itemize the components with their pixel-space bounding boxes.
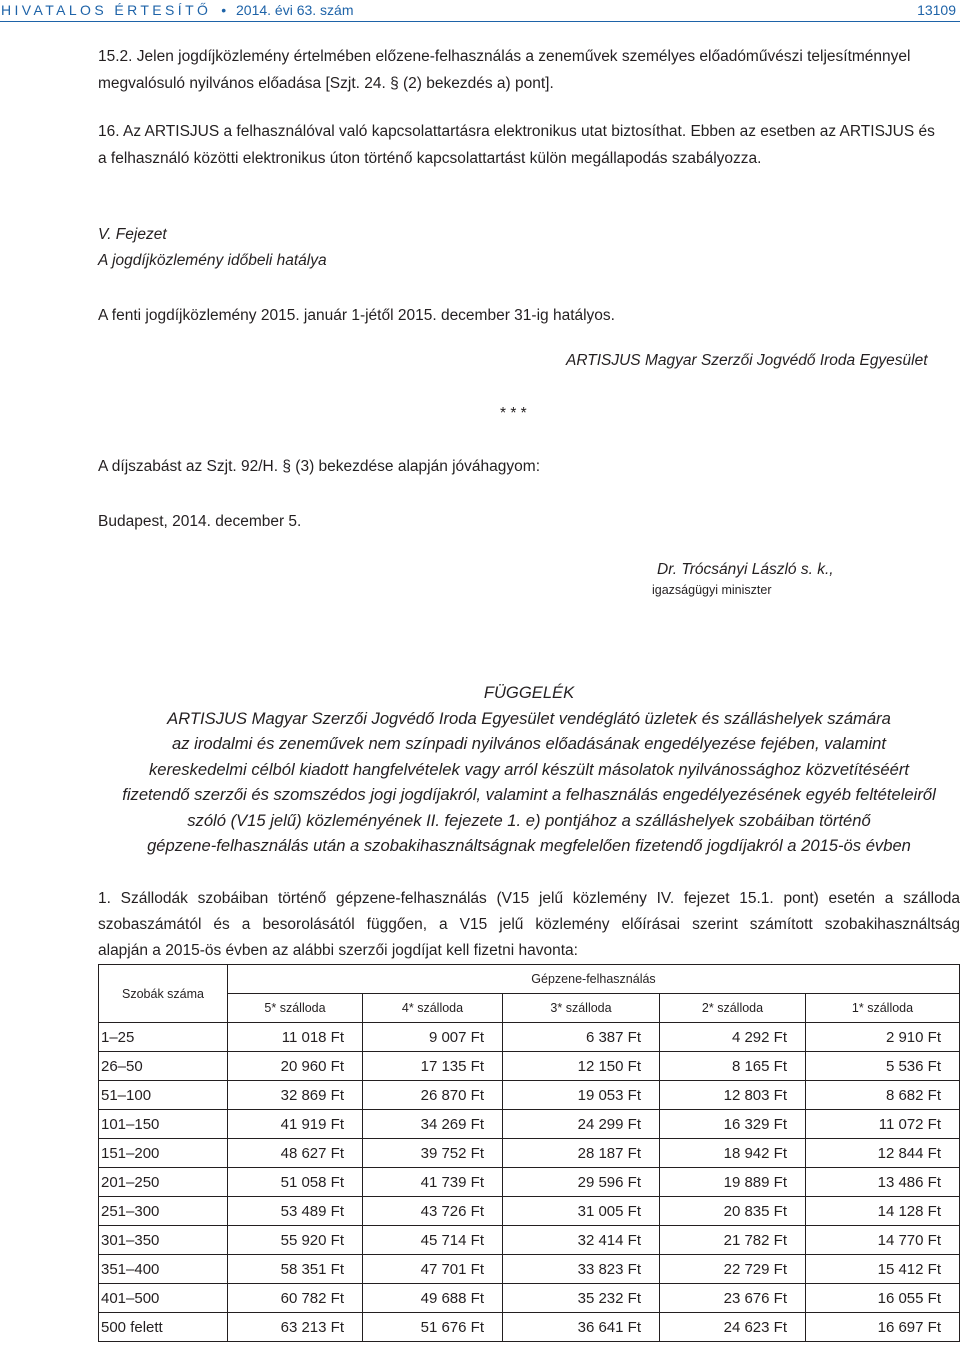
fee-cell: 2 910 Ft xyxy=(806,1023,960,1052)
page-header xyxy=(0,0,960,22)
room-count-header: Szobák száma xyxy=(99,965,228,1023)
paragraph-16-line-1: 16. Az ARTISJUS a felhasználóval való kapcsolattartásra elektronikus utat biztosíthat. Ebben az esetben az ARTISJUS és xyxy=(98,123,935,140)
signer-name: Dr. Trócsányi László s. k., xyxy=(657,561,834,578)
appendix-title-line: kereskedelmi célból kiadott hangfelvételek vagy arról készült másolatok nyilvánossághoz közvetítéséért xyxy=(148,759,909,779)
fee-cell: 22 729 Ft xyxy=(660,1255,806,1284)
fee-cell: 19 053 Ft xyxy=(503,1081,660,1110)
column-header: 3* szálloda xyxy=(503,994,660,1023)
fee-cell: 29 596 Ft xyxy=(503,1168,660,1197)
fee-cell: 15 412 Ft xyxy=(806,1255,960,1284)
issuer-signature: ARTISJUS Magyar Szerzői Jogvédő Iroda Egyesület xyxy=(566,352,928,369)
column-header: 4* szálloda xyxy=(363,994,503,1023)
section-separator: * * * xyxy=(500,405,527,422)
fee-cell: 24 623 Ft xyxy=(660,1313,806,1342)
appendix-intro-paragraph xyxy=(98,886,960,964)
appendix-title-line: szóló (V15 jelű) közleményének II. fejezete 1. e) pontjához a szálláshelyek szobáiban történő xyxy=(187,810,871,830)
fee-cell: 24 299 Ft xyxy=(503,1110,660,1139)
fee-cell: 48 627 Ft xyxy=(228,1139,363,1168)
room-range-cell: 1–25 xyxy=(99,1023,228,1052)
paragraph-15-2-line-1: 15.2. Jelen jogdíjközlemény értelmében előzene-felhasználás a zeneművek személyes előadóművészi teljesítménnyel xyxy=(98,48,911,65)
table-row xyxy=(99,1023,960,1052)
table-header-row xyxy=(99,965,960,994)
fee-cell: 20 835 Ft xyxy=(660,1197,806,1226)
room-range-cell: 151–200 xyxy=(99,1139,228,1168)
room-range-cell: 251–300 xyxy=(99,1197,228,1226)
fee-cell: 63 213 Ft xyxy=(228,1313,363,1342)
fee-cell: 18 942 Ft xyxy=(660,1139,806,1168)
fee-cell: 31 005 Ft xyxy=(503,1197,660,1226)
paragraph-15-2-line-2: megvalósuló nyilvános előadása [Szjt. 24. § (2) bekezdés a) pont]. xyxy=(98,75,554,92)
fee-cell: 55 920 Ft xyxy=(228,1226,363,1255)
room-range-cell: 51–100 xyxy=(99,1081,228,1110)
room-range-cell: 201–250 xyxy=(99,1168,228,1197)
room-range-cell: 401–500 xyxy=(99,1284,228,1313)
fee-cell: 4 292 Ft xyxy=(660,1023,806,1052)
appendix-title-line: ARTISJUS Magyar Szerzői Jogvédő Iroda Egyesület vendéglátó üzletek és szálláshelyek számára xyxy=(167,708,891,728)
room-range-cell: 500 felett xyxy=(99,1313,228,1342)
fee-cell: 13 486 Ft xyxy=(806,1168,960,1197)
room-range-cell: 26–50 xyxy=(99,1052,228,1081)
chapter-number: V. Fejezet xyxy=(98,226,167,243)
issue-label: 2014. évi 63. szám xyxy=(236,2,354,18)
fee-cell: 49 688 Ft xyxy=(363,1284,503,1313)
table-row xyxy=(99,1226,960,1255)
paragraph-16-line-2: a felhasználó közötti elektronikus úton történő kapcsolattartást külön megállapodás szabályozza. xyxy=(98,150,762,167)
fee-cell: 32 414 Ft xyxy=(503,1226,660,1255)
page-number: 13109 xyxy=(917,2,956,18)
table-row xyxy=(99,1110,960,1139)
room-range-cell: 101–150 xyxy=(99,1110,228,1139)
fee-cell: 6 387 Ft xyxy=(503,1023,660,1052)
fee-cell: 12 844 Ft xyxy=(806,1139,960,1168)
table-row xyxy=(99,1255,960,1284)
chapter-title: A jogdíjközlemény időbeli hatálya xyxy=(98,252,327,269)
appendix-title-block xyxy=(98,680,960,859)
fee-cell: 41 919 Ft xyxy=(228,1110,363,1139)
fee-cell: 32 869 Ft xyxy=(228,1081,363,1110)
music-usage-header: Gépzene-felhasználás xyxy=(228,965,960,994)
approval-text: A díjszabást az Szjt. 92/H. § (3) bekezdése alapján jóváhagyom: xyxy=(98,458,540,475)
header-rule xyxy=(0,21,960,22)
room-range-cell: 351–400 xyxy=(99,1255,228,1284)
fee-cell: 47 701 Ft xyxy=(363,1255,503,1284)
fee-cell: 53 489 Ft xyxy=(228,1197,363,1226)
fee-cell: 17 135 Ft xyxy=(363,1052,503,1081)
fee-cell: 16 697 Ft xyxy=(806,1313,960,1342)
fee-cell: 20 960 Ft xyxy=(228,1052,363,1081)
fee-cell: 35 232 Ft xyxy=(503,1284,660,1313)
fee-table xyxy=(98,964,960,1342)
fee-cell: 14 128 Ft xyxy=(806,1197,960,1226)
table-row xyxy=(99,1313,960,1342)
journal-title: HIVATALOS ÉRTESÍTŐ xyxy=(1,2,212,18)
fee-cell: 5 536 Ft xyxy=(806,1052,960,1081)
fee-cell: 21 782 Ft xyxy=(660,1226,806,1255)
appendix-title-line: fizetendő szerzői és szomszédos jogi jogdíjakról, valamint a felhasználás engedélyezésének egyéb feltételeiről xyxy=(122,785,936,804)
fee-cell: 39 752 Ft xyxy=(363,1139,503,1168)
place-and-date: Budapest, 2014. december 5. xyxy=(98,513,302,530)
fee-cell: 41 739 Ft xyxy=(363,1168,503,1197)
fee-cell: 51 058 Ft xyxy=(228,1168,363,1197)
appendix-title-line: az irodalmi és zeneművek nem színpadi nyilvános előadásának engedélyezése fejében, valamint xyxy=(172,734,886,753)
table-row xyxy=(99,1081,960,1110)
fee-cell: 45 714 Ft xyxy=(363,1226,503,1255)
fee-cell: 60 782 Ft xyxy=(228,1284,363,1313)
header-separator: • xyxy=(221,2,227,18)
room-range-cell: 301–350 xyxy=(99,1226,228,1255)
table-row xyxy=(99,1139,960,1168)
header-left xyxy=(1,2,354,18)
intro-line: szobaszámától és a besorolásától függően, a V15 jelű közlemény előírásai szerint számított szobakihasználtság xyxy=(98,916,960,933)
column-header: 2* szálloda xyxy=(660,994,806,1023)
appendix-title-line: gépzene-felhasználás után a szobakihasználtságnak megfelelően fizetendő jogdíjakról a 2015-ös évben xyxy=(147,836,911,855)
fee-cell: 9 007 Ft xyxy=(363,1023,503,1052)
fee-cell: 16 055 Ft xyxy=(806,1284,960,1313)
fee-cell: 58 351 Ft xyxy=(228,1255,363,1284)
fee-table-body xyxy=(99,1023,960,1342)
fee-cell: 12 803 Ft xyxy=(660,1081,806,1110)
fee-cell: 34 269 Ft xyxy=(363,1110,503,1139)
table-subheader-row xyxy=(99,994,960,1023)
fee-cell: 8 165 Ft xyxy=(660,1052,806,1081)
fee-cell: 23 676 Ft xyxy=(660,1284,806,1313)
fee-cell: 43 726 Ft xyxy=(363,1197,503,1226)
fee-cell: 36 641 Ft xyxy=(503,1313,660,1342)
fee-cell: 14 770 Ft xyxy=(806,1226,960,1255)
column-header: 1* szálloda xyxy=(806,994,960,1023)
intro-line: alapján a 2015-ös évben az alábbi szerzői jogdíjat kell fizetni havonta: xyxy=(98,942,578,959)
appendix-heading: FÜGGELÉK xyxy=(483,683,575,702)
fee-cell: 26 870 Ft xyxy=(363,1081,503,1110)
table-row xyxy=(99,1168,960,1197)
fee-cell: 33 823 Ft xyxy=(503,1255,660,1284)
signer-title: igazságügyi miniszter xyxy=(652,583,772,597)
table-row xyxy=(99,1197,960,1226)
fee-cell: 16 329 Ft xyxy=(660,1110,806,1139)
table-row xyxy=(99,1284,960,1313)
table-row xyxy=(99,1052,960,1081)
fee-cell: 11 018 Ft xyxy=(228,1023,363,1052)
intro-line: 1. Szállodák szobáiban történő gépzene-felhasználás (V15 jelű közlemény IV. fejezet 15.1. pont) esetén a szálloda xyxy=(98,890,960,907)
fee-cell: 28 187 Ft xyxy=(503,1139,660,1168)
fee-cell: 11 072 Ft xyxy=(806,1110,960,1139)
fee-cell: 8 682 Ft xyxy=(806,1081,960,1110)
fee-cell: 19 889 Ft xyxy=(660,1168,806,1197)
fee-cell: 51 676 Ft xyxy=(363,1313,503,1342)
validity-text: A fenti jogdíjközlemény 2015. január 1-jétől 2015. december 31-ig hatályos. xyxy=(98,307,615,324)
fee-cell: 12 150 Ft xyxy=(503,1052,660,1081)
column-header: 5* szálloda xyxy=(228,994,363,1023)
